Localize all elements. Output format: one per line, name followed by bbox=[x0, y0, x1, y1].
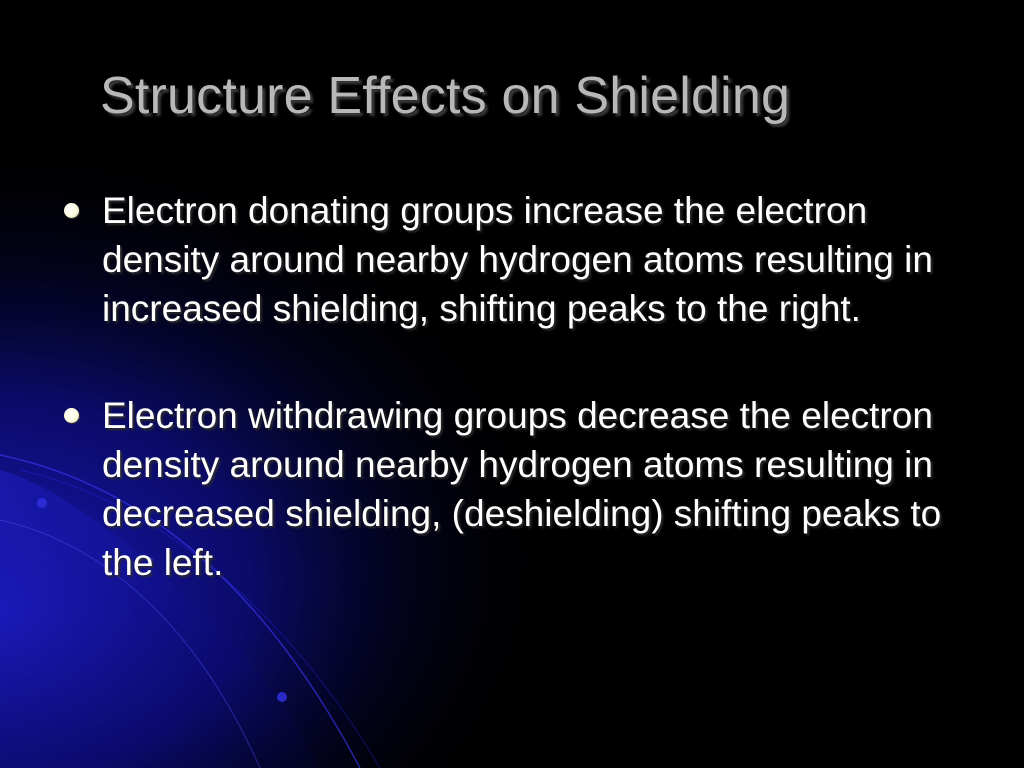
slide-title: Structure Effects on Shielding bbox=[100, 67, 791, 125]
background-dot-1 bbox=[37, 498, 47, 508]
bullet-text: Electron donating groups increase the electron density around nearby hydrogen atoms resulting in increased shielding, shifting peaks to the right. bbox=[102, 190, 933, 329]
bullet-item bbox=[60, 186, 960, 333]
bullet-dot-icon bbox=[64, 203, 79, 218]
bullet-dot-icon bbox=[64, 408, 79, 423]
bullet-text: Electron withdrawing groups decrease the electron density around nearby hydrogen atoms resulting in decreased shielding, (deshielding) shifting peaks to the left. bbox=[102, 395, 942, 583]
bullet-item bbox=[60, 391, 960, 587]
bullet-list bbox=[60, 186, 960, 587]
background-dot-2 bbox=[277, 692, 287, 702]
